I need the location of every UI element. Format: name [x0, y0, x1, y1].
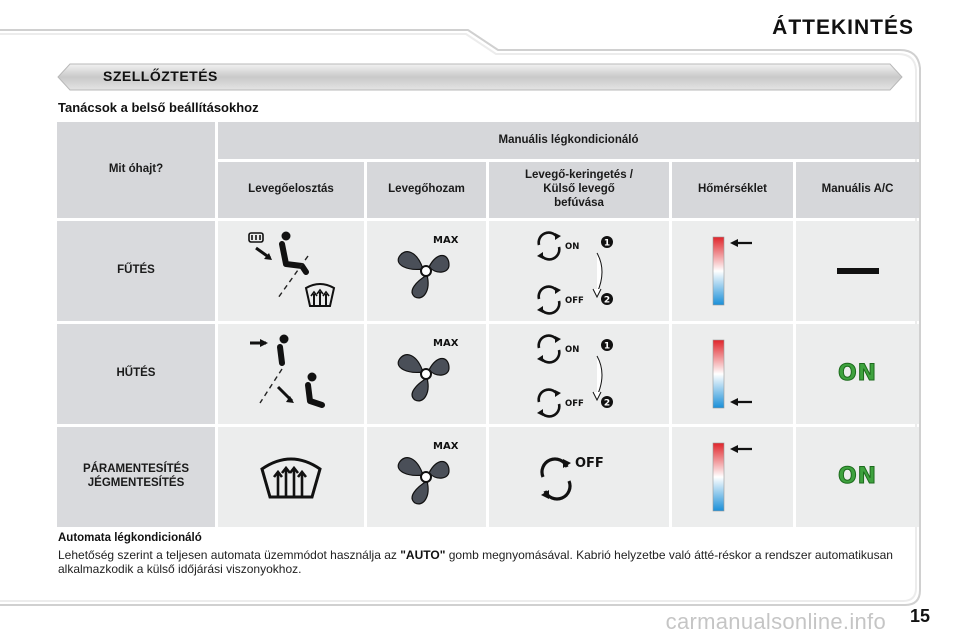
cooling-recirc-cell [489, 324, 669, 424]
heating-temperature-cell [672, 221, 793, 321]
off-label: OFF [565, 399, 584, 409]
demist-temperature-cell [672, 427, 793, 527]
on-label: ON [565, 345, 580, 355]
demist-ac-cell [796, 427, 919, 527]
row-header-demist-line1: PÁRAMENTESÍTÉS [82, 463, 190, 476]
page-number: 15 [909, 606, 930, 626]
feet-windscreen-distribution-icon [236, 226, 346, 316]
off-label: OFF [565, 296, 584, 306]
max-label: MAX [432, 338, 458, 349]
max-label: MAX [432, 441, 458, 452]
heating-flow-cell [367, 221, 486, 321]
temperature-hot-icon [698, 231, 768, 311]
auto-ac-text-before: Lehetőség szerint a teljesen automata üzemmódot használja az [58, 548, 401, 562]
step-2-label: 2 [603, 398, 611, 409]
recirc-on-off-sequence-icon [529, 227, 629, 315]
temperature-cold-icon [698, 334, 768, 414]
demist-flow-cell [367, 427, 486, 527]
fan-max-icon [387, 437, 467, 517]
row-header-heating: FŰTÉS [57, 221, 215, 321]
auto-ac-text-after: gomb megnyomásával. Kabrió helyzetbe való átté-réskor a rendszer automatikusan alkalmazkodik a külső időjárási viszonyokhoz. [58, 548, 893, 576]
page-title: ÁTTEKINTÉS [772, 16, 914, 39]
heating-ac-cell [796, 221, 919, 321]
on-label: ON [565, 242, 580, 252]
watermark: carmanualsonline.info [665, 609, 886, 634]
fan-max-icon [387, 334, 467, 414]
recirc-on-off-sequence-icon [529, 330, 629, 418]
row-header-demist [57, 427, 215, 527]
col-header-recirc-line2: Külső levegő [543, 183, 615, 196]
max-label: MAX [432, 235, 458, 246]
face-feet-distribution-icon [236, 329, 346, 419]
cooling-distribution-cell [218, 324, 364, 424]
temperature-hot-icon [698, 437, 768, 517]
fan-max-icon [387, 231, 467, 311]
group-header: Manuális légkondicionáló [218, 122, 919, 159]
off-label: OFF [575, 456, 604, 471]
step-1-label: 1 [603, 341, 611, 352]
row-header-demist-line2: JÉGMENTESÍTÉS [87, 477, 185, 489]
corner-header: Mit óhajt? [57, 122, 215, 218]
col-header-temperature: Hőmérséklet [672, 162, 793, 218]
demist-recirc-cell [489, 427, 669, 527]
step-2-label: 2 [603, 295, 611, 306]
heating-recirc-cell [489, 221, 669, 321]
col-header-recirc [489, 162, 669, 218]
subtitle: Tanácsok a belső beállításokhoz [58, 100, 259, 115]
col-header-distribution: Levegőelosztás [218, 162, 364, 218]
cooling-ac-cell [796, 324, 919, 424]
auto-ac-description [58, 548, 908, 576]
cooling-temperature-cell [672, 324, 793, 424]
col-header-recirc-line1: Levegő-keringetés / [524, 169, 633, 182]
section-label: SZELLŐZTETÉS [103, 68, 218, 84]
ac-off-dash-icon [833, 261, 883, 281]
ac-on-badge: ON [837, 463, 878, 489]
windscreen-demist-icon [256, 447, 326, 507]
ac-on-badge: ON [837, 360, 878, 386]
ventilation-table [57, 122, 904, 521]
auto-button-label: "AUTO" [400, 548, 446, 562]
recirc-off-icon [529, 447, 629, 507]
cooling-flow-cell [367, 324, 486, 424]
col-header-flow: Levegőhozam [367, 162, 486, 218]
col-header-recirc-line3: befúvása [554, 196, 604, 209]
auto-ac-title: Automata légkondicionáló [58, 532, 202, 544]
step-1-label: 1 [603, 238, 611, 249]
demist-distribution-cell [218, 427, 364, 527]
row-header-cooling: HŰTÉS [57, 324, 215, 424]
heating-distribution-cell [218, 221, 364, 321]
col-header-ac: Manuális A/C [796, 162, 919, 218]
